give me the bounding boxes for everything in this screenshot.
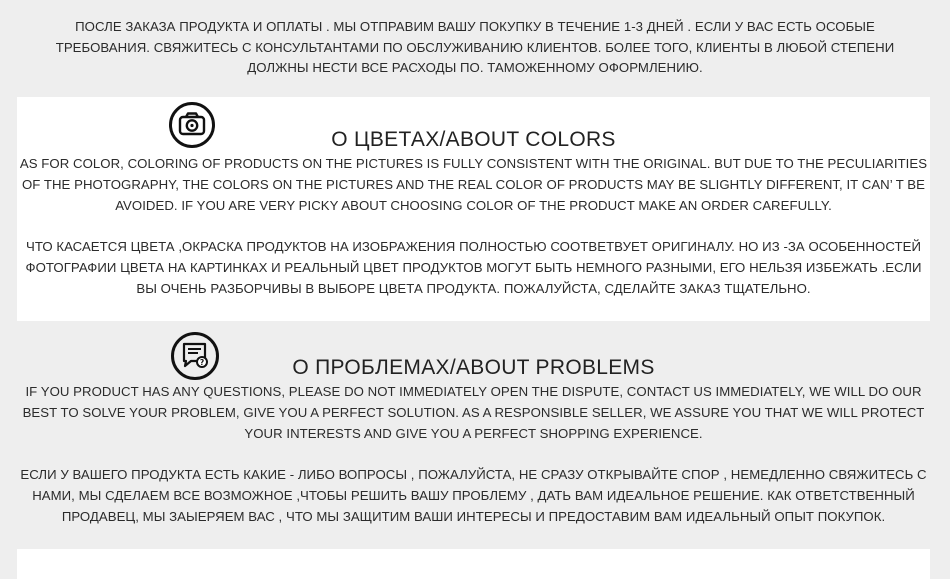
problems-title: О ПРОБЛЕМАХ/ABOUT PROBLEMS [292, 356, 655, 379]
colors-text-ru: ЧТО КАСАЕТСЯ ЦВЕТА ,ОКРАСКА ПРОДУКТОВ НА ИЗОБРАЖЕНИЯ ПОЛНОСТЬЮ СООТВЕТВУЕТ ОРИГИНАЛУ. НО ИЗ -ЗА ОСОБЕННОСТЕЙ ФОТОГРАФИИ ЦВЕТА НА КАРТИНКАХ И РЕАЛЬНЫЙ ЦВЕТ ПРОДУКТОВ МОГУТ БЫТЬ НЕМНОГО РАЗНЫМИ, ЕГО НЕЛЬЗЯ ИЗБЕЖАТЬ .ЕСЛИ ВЫ ОЧЕНЬ РАЗБОРЧИВЫ В ВЫБОРЕ ЦВЕТА ПРОДУКТА. ПОЖАЛУЙСТА, СДЕЛАЙТЕ ЗАКАЗ ТЩАТЕЛЬНО. [25, 239, 922, 296]
colors-title: О ЦВЕТАХ/ABOUT COLORS [331, 128, 616, 151]
problems-section [17, 321, 930, 537]
shipping-notice: ПОСЛЕ ЗАКАЗА ПРОДУКТА И ОПЛАТЫ . МЫ ОТПРАВИМ ВАШУ ПОКУПКУ В ТЕЧЕНИЕ 1-3 ДНЕЙ . ЕСЛИ У ВАС ЕСТЬ ОСОБЫЕ ТРЕБОВАНИЯ. СВЯЖИТЕСЬ С КОНСУЛЬТАНТАМИ ПО ОБСЛУЖИВАНИЮ КЛИЕНТОВ. БОЛЕЕ ТОГО, КЛИЕНТЫ В ЛЮБОЙ СТЕПЕНИ ДОЛЖНЫ НЕСТИ ВСЕ РАСХОДЫ ПО. ТАМОЖЕННОМУ ОФОРМЛЕНИЮ. [55, 19, 895, 75]
problems-text-ru: ЕСЛИ У ВАШЕГО ПРОДУКТА ЕСТЬ КАКИЕ - ЛИБО ВОПРОСЫ , ПОЖАЛУЙСТА, НЕ СРАЗУ ОТКРЫВАЙТЕ СПОР , НЕМЕДЛЕННО СВЯЖИТЕСЬ С НАМИ, МЫ СДЕЛАЕМ ВСЕ ВОЗМОЖНОЕ ,ЧТОБЫ РЕШИТЬ ВАШУ ПРОБЛЕМУ , ДАТЬ ВАМ ИДЕАЛЬНОЕ РЕШЕНИЕ. КАК ОТВЕТСТВЕННЫЙ ПРОДАВЕЦ, МЫ ЗАЫЕРЯЕМ ВАС , ЧТО МЫ ЗАЩИТИМ ВАШИ ИНТЕРЕСЫ И ПРЕДОСТАВИМ ВАМ ИДЕАЛЬНЫЙ ОПЫТ ПОКУПОК. [20, 467, 927, 524]
problems-text-en: IF YOU PRODUCT HAS ANY QUESTIONS, PLEASE DO NOT IMMEDIATELY OPEN THE DISPUTE, CONTACT US IMMEDIATELY, WE WILL DO OUR BEST TO SOLVE YOUR PROBLEM, GIVE YOU A PERFECT SOLUTION. AS A RESPONSIBLE SELLER, WE ASSURE YOU THAT WE WILL PROTECT YOUR INTERESTS AND GIVE YOU A PERFECT SHOPPING EXPERIENCE. [22, 384, 925, 441]
svg-text:?: ? [199, 358, 205, 367]
colors-section [17, 97, 930, 321]
next-section [17, 549, 930, 579]
colors-text-en: AS FOR COLOR, COLORING OF PRODUCTS ON THE PICTURES IS FULLY CONSISTENT WITH THE ORIGINAL. BUT DUE TO THE PECULIARITIES OF THE PHOTOGRAPHY, THE COLORS ON THE PICTURES AND THE REAL COLOR OF PRODUCTS MAY BE SLIGHTLY DIFFERENT, IT CAN’ T BE AVOIDED. IF YOU ARE VERY PICKY ABOUT CHOOSING COLOR OF THE PRODUCT MAKE AN ORDER CAREFULLY. [19, 156, 928, 213]
